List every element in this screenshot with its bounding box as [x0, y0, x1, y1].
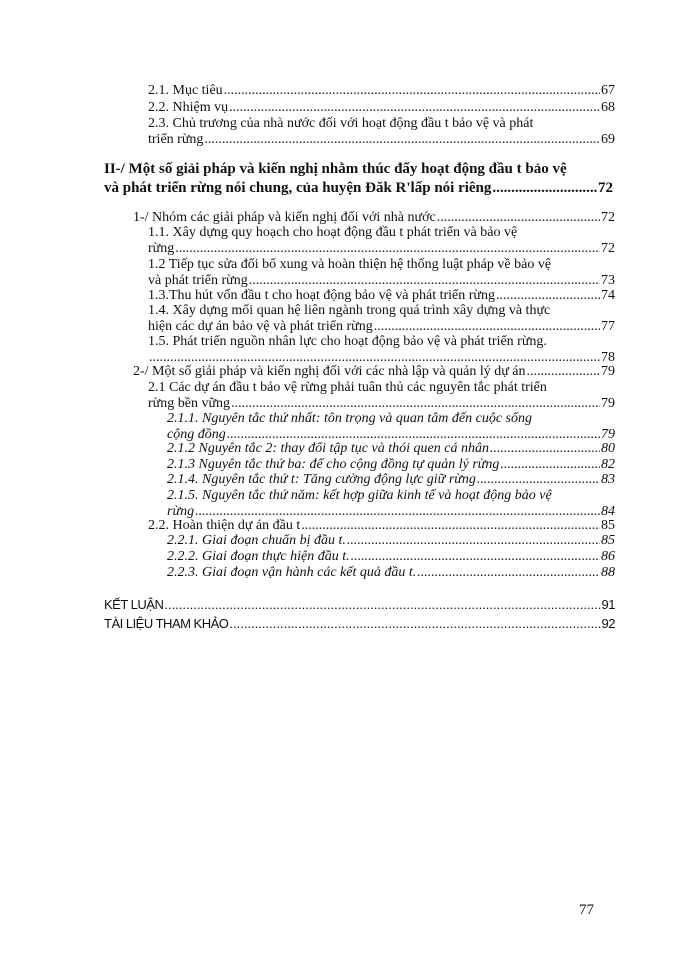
toc-entry: 2.2.3. Giai đoạn vận hành các kết quả đầu t. ..... 88: [167, 566, 615, 580]
toc-entry: 2-/ Một số giải pháp và kiến nghị đối với các nhà lập và quản lý dự án ..... 79: [133, 365, 615, 379]
toc-entry: 2.2. Hoàn thiện dự án đầu t ..... 85: [148, 519, 615, 533]
toc-entry: 1.4. Xây dựng mối quan hệ liên ngành trong quá trình xây dựng và thực hiện các dự án bảo vệ và phát triển rừng ..... 77: [148, 304, 615, 334]
toc-entry: 1.5. Phát triển nguồn nhân lực cho hoạt động bảo vệ và phát triển rừng. ..... 78: [148, 335, 615, 365]
toc-entry: 2.1.1. Nguyên tắc thứ nhất: tôn trọng và quan tâm đến cuộc sống cộng đồng ..... 79: [167, 412, 615, 442]
toc-entry: 1.2 Tiếp tục sửa đổi bổ xung và hoàn thiện hệ thống luật pháp về bảo vệ và phát triển rừng ..... 73: [148, 258, 615, 288]
toc-entry: 2.1.5. Nguyên tắc thứ năm: kết hợp giữa kinh tế và hoạt động bảo vệ rừng ..... 84: [167, 489, 615, 519]
toc-entry: 2.1 Các dự án đầu t bảo vệ rừng phải tuân thủ các nguyên tắc phát triển rừng bền vững ..... 79: [148, 381, 615, 411]
toc-entry: 2.1. Mục tiêu ..... 67: [148, 84, 615, 98]
toc-entry: 1.3.Thu hút vốn đầu t cho hoạt động bảo vệ và phát triển rừng ..... 74: [148, 289, 615, 303]
toc-entry: 2.2.2. Giai đoạn thực hiện đầu t. ..... 86: [167, 550, 615, 564]
toc-entry: 2.1.4. Nguyên tắc thứ t: Tăng cường động lực giữ rừng ..... 83: [167, 473, 615, 487]
toc-conclusion: KẾT LUẬN ..... 91: [104, 598, 615, 612]
toc-entry: 2.2.1. Giai đoạn chuẩn bị đầu t. ..... 85: [167, 534, 615, 548]
page-number: 77: [579, 902, 594, 918]
toc-entry: 1-/ Nhóm các giải pháp và kiến nghị đối với nhà nước ..... 72: [133, 211, 615, 225]
toc-entry: 2.1.3 Nguyên tắc thứ ba: để cho cộng đồng tự quản lý rừng ..... 82: [167, 458, 615, 472]
toc-entry: 2.3. Chủ trương của nhà nước đối với hoạt động đầu t bảo vệ và phát triển rừng ..... 69: [148, 117, 615, 147]
toc-entry: 2.2. Nhiệm vụ ..... 68: [148, 101, 615, 115]
toc-section-heading: II-/ Một số giải pháp và kiến nghị nhằm thúc đẩy hoạt động đầu t bảo vệ và phát triển rừng nói chung, của huyện Đăk R'lấp nói riêng ..... 72: [104, 161, 613, 196]
toc-entry: 2.1.2 Nguyên tắc 2: thay đổi tập tục và thói quen cá nhân ..... 80: [167, 442, 615, 456]
toc-entry: 1.1. Xây dựng quy hoạch cho hoạt động đầu t phát triển và bảo vệ rừng ..... 72: [148, 226, 615, 256]
toc-references: TÀI LIỆU THAM KHẢO ..... 92: [104, 617, 615, 631]
